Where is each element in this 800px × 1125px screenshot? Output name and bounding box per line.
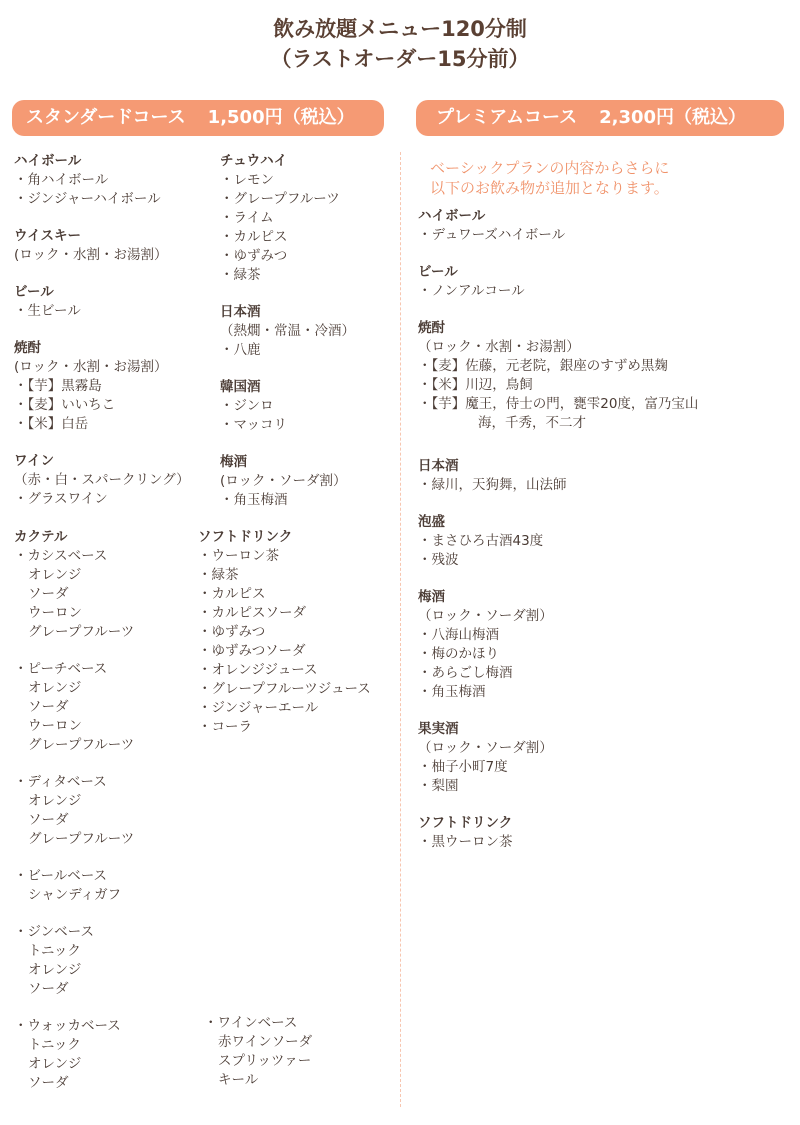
premium-course-name: プレミアムコース [436, 107, 578, 128]
mixer-item: ウーロン [28, 718, 82, 734]
premium-course-banner [416, 100, 784, 136]
premium-intro [430, 158, 669, 198]
premium-soft-drink-section [418, 814, 698, 852]
mixer-item: オレンジ [28, 962, 82, 978]
vodka-base-group [14, 1017, 134, 1093]
category-title: 泡盛 [418, 514, 445, 530]
menu-item: ・あらごし梅酒 [418, 665, 513, 681]
serving-note: （ロック・ソーダ割） [418, 740, 553, 756]
menu-item-continuation: 海，千秀，不二才 [478, 415, 586, 431]
menu-item: ・【米】白岳 [14, 416, 89, 432]
base-name: ・カシスベース [14, 548, 108, 564]
wine-section [14, 452, 190, 509]
category-title: ソフトドリンク [418, 815, 513, 831]
category-title: 日本酒 [418, 458, 459, 474]
korean-section [220, 378, 355, 435]
menu-item: ・黒ウーロン茶 [418, 834, 513, 850]
mixer-item: オレンジ [28, 680, 82, 696]
menu-item: ・八鹿 [220, 342, 261, 358]
menu-item: ・カルピス [198, 586, 266, 602]
menu-item: ・角ハイボール [14, 172, 109, 188]
mixer-item: グレープフルーツ [28, 737, 135, 753]
premium-shochu-section [418, 319, 698, 433]
wine-base-group [204, 1014, 312, 1090]
serving-note: （熱燗・常温・冷酒） [220, 323, 355, 339]
menu-item: ・緑川，天狗舞，山法師 [418, 477, 567, 493]
menu-title [0, 14, 800, 74]
standard-course-banner [12, 100, 384, 136]
mixer-item: キール [218, 1072, 259, 1088]
menu-item: ・梅のかほり [418, 646, 499, 662]
menu-item: ・梨園 [418, 778, 459, 794]
standard-course-price: 1,500円（税込） [207, 107, 355, 128]
menu-item: ・グラスワイン [14, 491, 108, 507]
premium-intro-line: ベーシックプランの内容からさらに [430, 159, 670, 177]
menu-item: ・グレープフルーツ [220, 191, 340, 207]
category-title: 梅酒 [418, 589, 445, 605]
title-line-1: 飲み放題メニュー120分制 [273, 17, 527, 41]
premium-beer-section [418, 263, 698, 301]
category-title: チュウハイ [220, 153, 288, 169]
menu-item: ・ゆずみつソーダ [198, 643, 306, 659]
base-name: ・ディタベース [14, 774, 107, 790]
menu-item: ・【芋】魔王，侍士の門，甕雫20度，富乃宝山 [418, 396, 699, 412]
menu-item: ・八海山梅酒 [418, 627, 499, 643]
menu-item: ・カルピスソーダ [198, 605, 306, 621]
serving-note: （ロック・ソーダ割） [418, 608, 553, 624]
mixer-item: シャンディガフ [28, 887, 122, 903]
premium-intro-line: 以下のお飲み物が追加となります。 [430, 179, 669, 197]
mixer-item: オレンジ [28, 793, 82, 809]
standard-column-a [14, 152, 190, 527]
base-name: ・ピーチベース [14, 661, 108, 677]
menu-item: ・グレープフルーツジュース [198, 681, 371, 697]
menu-item: ・オレンジジュース [198, 662, 318, 678]
standard-soft-drink-section [198, 528, 371, 737]
mixer-item: トニック [28, 1037, 81, 1053]
base-name: ・ワインベース [204, 1015, 298, 1031]
menu-item: ・マッコリ [220, 417, 287, 433]
menu-item: ・ウーロン茶 [198, 548, 279, 564]
mixer-item: ソーダ [28, 812, 69, 828]
premium-column [418, 207, 698, 870]
serving-note: (ロック・水割・お湯割） [14, 247, 168, 263]
category-title: 韓国酒 [220, 379, 261, 395]
menu-item: ・デュワーズハイボール [418, 227, 566, 243]
category-title: ワイン [14, 453, 55, 469]
beer-base-group [14, 867, 134, 905]
category-title: 梅酒 [220, 454, 247, 470]
premium-course-price: 2,300円（税込） [599, 107, 747, 128]
premium-awamori-section [418, 513, 698, 570]
base-name: ・ウォッカベース [14, 1018, 121, 1034]
serving-note: （赤・白・スパークリング） [14, 472, 190, 488]
category-title: 果実酒 [418, 721, 459, 737]
mixer-item: ソーダ [28, 586, 69, 602]
category-title: カクテル [14, 529, 68, 545]
peach-base-group [14, 660, 134, 755]
gin-base-group [14, 923, 134, 999]
category-title: 焼酎 [418, 320, 445, 336]
mixer-item: ソーダ [28, 699, 69, 715]
premium-sake-section [418, 457, 698, 495]
sake-section [220, 303, 355, 360]
serving-note: (ロック・水割・お湯割） [14, 359, 168, 375]
category-title: 日本酒 [220, 304, 261, 320]
category-title: ビール [418, 264, 458, 280]
whisky-section [14, 227, 190, 265]
menu-item: ・角玉梅酒 [220, 492, 288, 508]
menu-item: ・ゆずみつ [198, 624, 266, 640]
menu-item: ・【芋】黒霧島 [14, 378, 102, 394]
title-line-2: （ラストオーダー15分前） [270, 47, 530, 71]
menu-item: ・生ビール [14, 303, 81, 319]
mixer-item: グレープフルーツ [28, 624, 135, 640]
category-title: ハイボール [14, 153, 82, 169]
menu-item: ・【麦】佐藤，元老院，銀座のすずめ黒麹 [418, 358, 668, 374]
standard-course-name: スタンダードコース [26, 107, 186, 128]
category-title: ウイスキー [14, 228, 81, 244]
serving-note: (ロック・ソーダ割） [220, 473, 347, 489]
umeshu-section [220, 453, 355, 510]
category-title: ビール [14, 284, 54, 300]
premium-fruit-wine-section [418, 720, 698, 796]
standard-column-b [220, 152, 355, 528]
highball-section [14, 152, 190, 209]
menu-item: ・ジンジャーハイボール [14, 191, 161, 207]
chuhai-section [220, 152, 355, 285]
mixer-item: ソーダ [28, 1075, 69, 1091]
menu-item: ・レモン [220, 172, 274, 188]
serving-note: （ロック・水割・お湯割） [418, 339, 580, 355]
mixer-item: グレープフルーツ [28, 831, 135, 847]
category-title: ハイボール [418, 208, 486, 224]
mixer-item: ソーダ [28, 981, 69, 997]
base-name: ・ジンベース [14, 924, 94, 940]
menu-item: ・ライム [220, 210, 274, 226]
menu-item: ・カルピス [220, 229, 288, 245]
menu-item: ・柚子小町7度 [418, 759, 508, 775]
cassis-base-group [14, 547, 134, 642]
menu-item: ・ジンジャーエール [198, 700, 319, 716]
menu-item: ・緑茶 [198, 567, 239, 583]
category-title: 焼酎 [14, 340, 41, 356]
menu-item: ・残波 [418, 552, 459, 568]
menu-item: ・緑茶 [220, 267, 261, 283]
base-name: ・ビールベース [14, 868, 108, 884]
mixer-item: 赤ワインソーダ [218, 1034, 313, 1050]
cocktail-section [14, 528, 134, 1111]
premium-highball-section [418, 207, 698, 245]
column-divider [400, 152, 401, 1107]
mixer-item: トニック [28, 943, 81, 959]
menu-item: ・角玉梅酒 [418, 684, 486, 700]
beer-section [14, 283, 190, 321]
mixer-item: スプリッツァー [218, 1053, 312, 1069]
mixer-item: オレンジ [28, 567, 82, 583]
shochu-section [14, 339, 190, 434]
dita-base-group [14, 773, 134, 849]
premium-umeshu-section [418, 588, 698, 702]
mixer-item: ウーロン [28, 605, 82, 621]
menu-item: ・【麦】いいちこ [14, 397, 116, 413]
menu-item: ・ジンロ [220, 398, 274, 414]
menu-item: ・【米】川辺，鳥飼 [418, 377, 533, 393]
menu-item: ・コーラ [198, 719, 252, 735]
menu-item: ・ノンアルコール [418, 283, 525, 299]
mixer-item: オレンジ [28, 1056, 82, 1072]
category-title: ソフトドリンク [198, 529, 293, 545]
menu-item: ・ゆずみつ [220, 248, 288, 264]
menu-item: ・まさひろ古酒43度 [418, 533, 544, 549]
